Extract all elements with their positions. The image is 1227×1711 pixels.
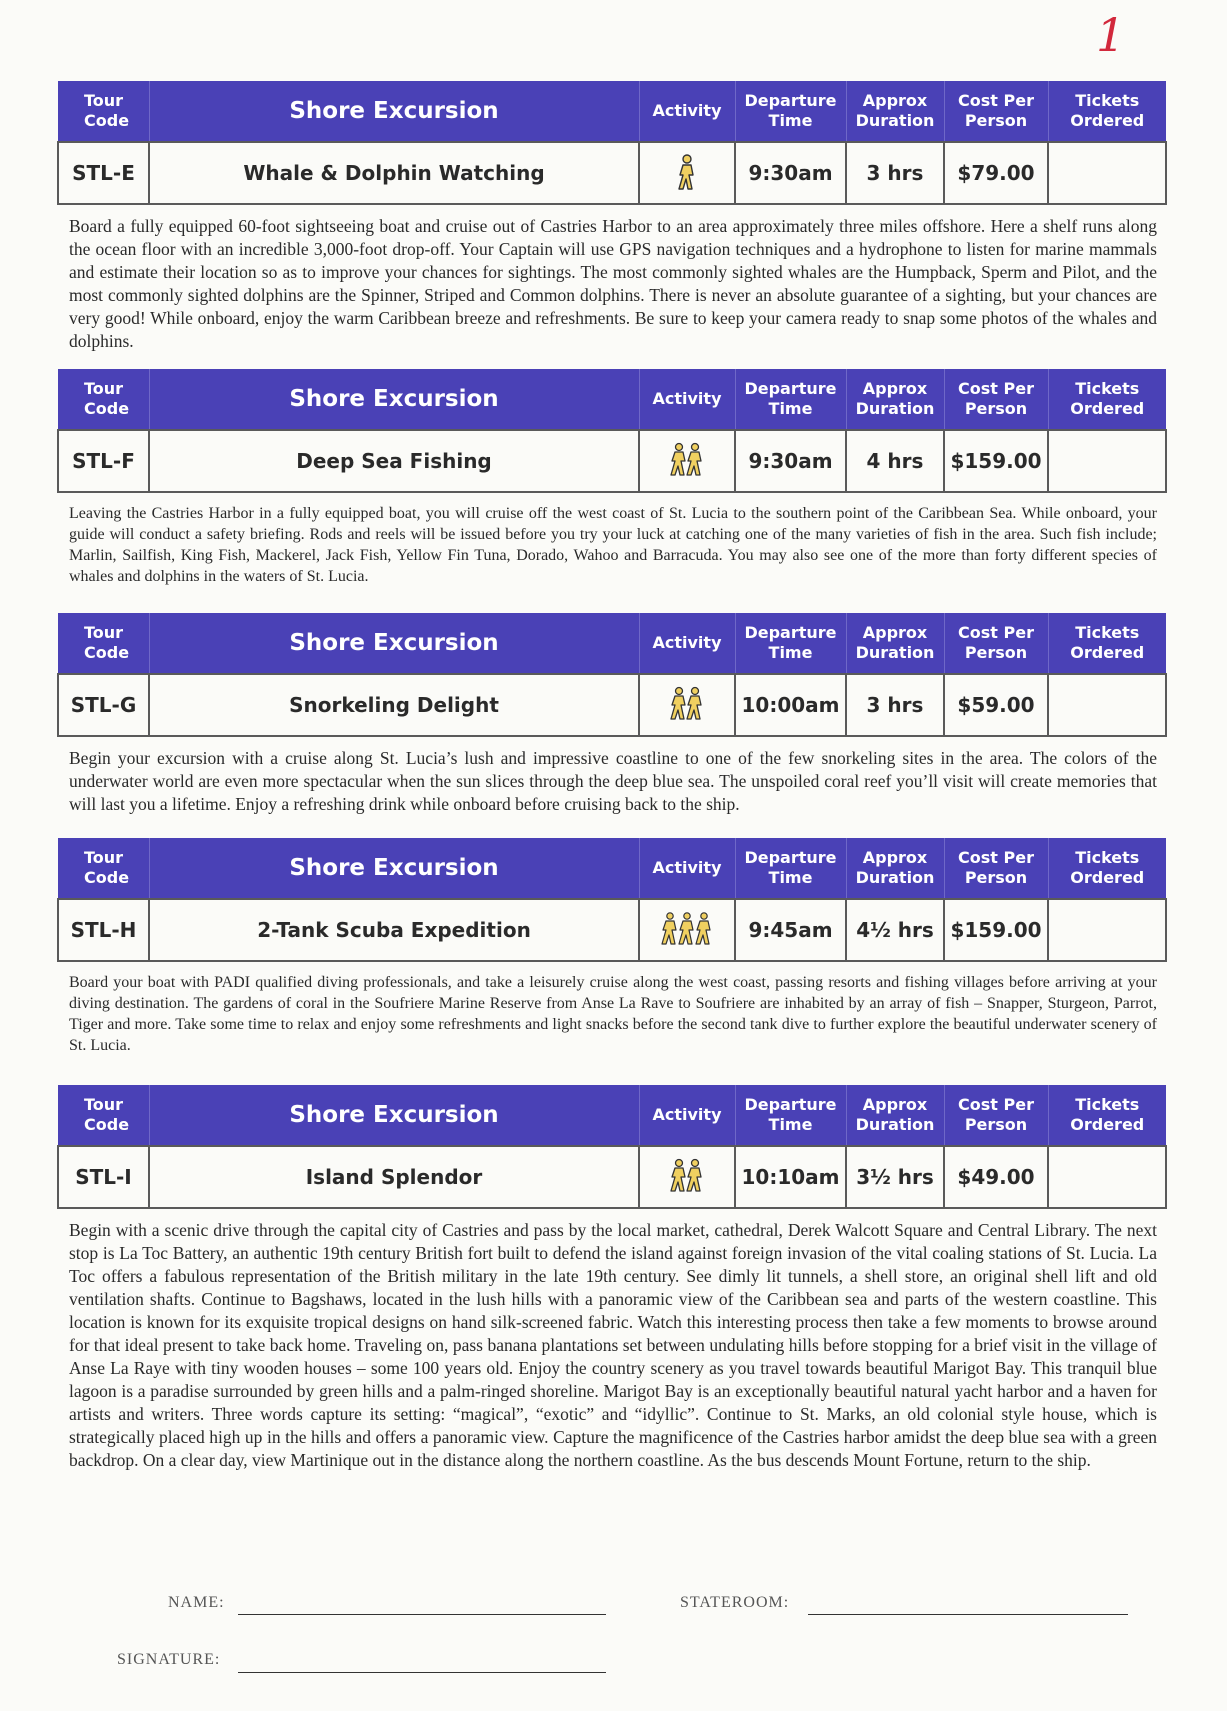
- activity-cell: [639, 899, 735, 961]
- tickets-ordered-field[interactable]: [1048, 142, 1166, 204]
- header-tour-code: Tour Code: [58, 369, 149, 430]
- name-label: NAME:: [168, 1594, 225, 1611]
- duration: 3½ hrs: [846, 1146, 944, 1208]
- departure-time: 10:10am: [735, 1146, 846, 1208]
- header-tickets-ordered: Tickets Ordered: [1048, 81, 1166, 142]
- header-cost-per-person: Cost Per Person: [944, 1085, 1048, 1146]
- excursion-data-row: [58, 899, 1166, 961]
- tickets-ordered-field[interactable]: [1048, 1146, 1166, 1208]
- activity-cell: [639, 674, 735, 736]
- cost: $159.00: [944, 899, 1048, 961]
- header-cost-per-person: Cost Per Person: [944, 81, 1048, 142]
- header-shore-excursion: Shore Excursion: [149, 369, 639, 430]
- cost: $79.00: [944, 142, 1048, 204]
- header-shore-excursion: Shore Excursion: [149, 1085, 639, 1146]
- excursion-table: [57, 613, 1167, 737]
- duration: 4½ hrs: [846, 899, 944, 961]
- excursion-name: Whale & Dolphin Watching: [149, 142, 639, 204]
- handwritten-page-number: 1: [1096, 8, 1126, 62]
- header-shore-excursion: Shore Excursion: [149, 613, 639, 674]
- excursion-header-row: [58, 369, 1166, 430]
- signature-field[interactable]: [238, 1672, 606, 1673]
- header-tour-code: Tour Code: [58, 838, 149, 899]
- header-shore-excursion: Shore Excursion: [149, 81, 639, 142]
- header-tour-code: Tour Code: [58, 613, 149, 674]
- header-approx-duration: Approx Duration: [846, 838, 944, 899]
- departure-time: 9:30am: [735, 142, 846, 204]
- excursion-table: [57, 838, 1167, 962]
- header-activity: Activity: [639, 1085, 735, 1146]
- header-departure-time: Departure Time: [735, 81, 846, 142]
- header-activity: Activity: [639, 838, 735, 899]
- tour-code: STL-H: [58, 899, 149, 961]
- header-departure-time: Departure Time: [735, 613, 846, 674]
- activity-cell: [639, 1146, 735, 1208]
- three-walkers-icon: [660, 910, 714, 950]
- excursion-description: Begin your excursion with a cruise along St. Lucia’s lush and impressive coastline to one of the few snorkeling sites in the area. The colors of the underwater world are even more spectacular when the sun slices through the deep blue sea. The unspoiled coral reef you’ll visit will create memories that will last you a lifetime. Enjoy a refreshing drink while onboard before cruising back to the ship.: [69, 748, 1157, 814]
- excursion-data-row: [58, 674, 1166, 736]
- stateroom-field[interactable]: [808, 1614, 1128, 1615]
- excursion-name: 2-Tank Scuba Expedition: [149, 899, 639, 961]
- header-departure-time: Departure Time: [735, 369, 846, 430]
- header-cost-per-person: Cost Per Person: [944, 613, 1048, 674]
- excursion-data-row: [58, 1146, 1166, 1208]
- header-tickets-ordered: Tickets Ordered: [1048, 1085, 1166, 1146]
- header-activity: Activity: [639, 369, 735, 430]
- name-field[interactable]: [238, 1614, 606, 1615]
- duration: 3 hrs: [846, 142, 944, 204]
- excursion-header-row: [58, 613, 1166, 674]
- excursion-block: [57, 613, 1165, 816]
- header-tickets-ordered: Tickets Ordered: [1048, 613, 1166, 674]
- signature-label: SIGNATURE:: [117, 1651, 221, 1668]
- header-departure-time: Departure Time: [735, 838, 846, 899]
- excursion-block: [57, 81, 1165, 353]
- excursion-description: Begin with a scenic drive through the capital city of Castries and pass by the local market, cathedral, Derek Walcott Square and Central Library. The next stop is La Toc Battery, an authentic 19th century British fort built to defend the island against foreign invasion of the vital coaling stations of St. Lucia. La Toc offers a fabulous representation of the British military in the late 19th century. See dimly lit tunnels, a shell store, an original shell lift and old ventilation shafts. Continue to Bagshaws, located in the lush hills with a panoramic view of the Caribbean sea and parts of the western coastline. This location is known for its exquisite tropical designs on hand silk-screened fabric. Watch this interesting process then take a few moments to browse around for that ideal present to take back home. Traveling on, pass banana plantations set between undulating hills before stopping for a brief visit in the village of Anse La Raye with tiny wooden houses – some 100 years old. Enjoy the country scenery as you travel towards beautiful Marigot Bay. This tranquil blue lagoon is a paradise surrounded by green hills and a palm-ringed shoreline. Marigot Bay is an exceptionally beautiful natural yacht harbor and a haven for artists and writers. Three words capture its setting: “magical”, “exotic” and “idyllic”. Continue to St. Marks, an old colonial style house, which is strategically placed high up in the hills and offers a panoramic view. Capture the magnificence of the Castries harbor amidst the deep blue sea with a green backdrop. On a clear day, view Martinique out in the distance along the northern coastline. As the bus descends Mount Fortune, return to the ship.: [69, 1220, 1157, 1470]
- two-walkers-icon: [667, 685, 707, 725]
- excursion-table: [57, 1085, 1167, 1209]
- excursion-name: Deep Sea Fishing: [149, 430, 639, 492]
- header-approx-duration: Approx Duration: [846, 1085, 944, 1146]
- header-tour-code: Tour Code: [58, 81, 149, 142]
- cost: $49.00: [944, 1146, 1048, 1208]
- tour-code: STL-I: [58, 1146, 149, 1208]
- departure-time: 10:00am: [735, 674, 846, 736]
- excursion-header-row: [58, 81, 1166, 142]
- duration: 3 hrs: [846, 674, 944, 736]
- two-walkers-icon: [667, 441, 707, 481]
- header-shore-excursion: Shore Excursion: [149, 838, 639, 899]
- excursion-description: Board your boat with PADI qualified diving professionals, and take a leisurely cruise along the west coast, passing resorts and fishing villages before arriving at your diving destination. The gardens of coral in the Soufriere Marine Reserve from Anse La Rave to Soufriere are inhabited by an array of fish – Snapper, Sturgeon, Parrot, Tiger and more. Take some time to relax and enjoy some refreshments and light snacks before the second tank dive to further explore the beautiful underwater scenery of St. Lucia.: [69, 974, 1157, 1054]
- excursion-data-row: [58, 142, 1166, 204]
- header-approx-duration: Approx Duration: [846, 613, 944, 674]
- excursion-table: [57, 81, 1167, 205]
- activity-cell: [639, 142, 735, 204]
- excursion-block: [57, 369, 1165, 587]
- stateroom-label: STATEROOM:: [680, 1594, 790, 1611]
- tour-code: STL-G: [58, 674, 149, 736]
- excursion-name: Island Splendor: [149, 1146, 639, 1208]
- excursion-name: Snorkeling Delight: [149, 674, 639, 736]
- two-walkers-icon: [667, 1157, 707, 1197]
- excursion-description: Board a fully equipped 60-foot sightseeing boat and cruise out of Castries Harbor to an area approximately three miles offshore. Here a shelf runs along the ocean floor with an incredible 3,000-foot drop-off. Your Captain will use GPS navigation techniques and a hydrophone to listen for marine mammals and estimate their location so as to improve your chances for sightings. The most commonly sighted whales are the Humpback, Sperm and Pilot, and the most commonly sighted dolphins are the Spinner, Striped and Common dolphins. There is never an absolute guarantee of a sighting, but your chances are very good! While onboard, enjoy the warm Caribbean breeze and refreshments. Be sure to keep your camera ready to snap some photos of the whales and dolphins.: [69, 216, 1157, 351]
- header-approx-duration: Approx Duration: [846, 81, 944, 142]
- header-tickets-ordered: Tickets Ordered: [1048, 369, 1166, 430]
- header-activity: Activity: [639, 613, 735, 674]
- excursion-block: [57, 838, 1165, 1056]
- excursion-block: [57, 1085, 1165, 1472]
- tour-code: STL-E: [58, 142, 149, 204]
- departure-time: 9:45am: [735, 899, 846, 961]
- header-cost-per-person: Cost Per Person: [944, 369, 1048, 430]
- excursion-table: [57, 369, 1167, 493]
- tickets-ordered-field[interactable]: [1048, 899, 1166, 961]
- single-walker-icon: [672, 153, 702, 193]
- header-approx-duration: Approx Duration: [846, 369, 944, 430]
- tour-code: STL-F: [58, 430, 149, 492]
- header-cost-per-person: Cost Per Person: [944, 838, 1048, 899]
- activity-cell: [639, 430, 735, 492]
- excursion-data-row: [58, 430, 1166, 492]
- tickets-ordered-field[interactable]: [1048, 674, 1166, 736]
- excursion-header-row: [58, 838, 1166, 899]
- cost: $59.00: [944, 674, 1048, 736]
- tickets-ordered-field[interactable]: [1048, 430, 1166, 492]
- header-activity: Activity: [639, 81, 735, 142]
- excursion-description: Leaving the Castries Harbor in a fully equipped boat, you will cruise off the west coast of St. Lucia to the southern point of the Caribbean Sea. While onboard, your guide will conduct a safety briefing. Rods and reels will be issued before you try your luck at catching one of the many varieties of fish in the area. Such fish include; Marlin, Sailfish, King Fish, Mackerel, Jack Fish, Yellow Fin Tuna, Dorado, Wahoo and Barracuda. You may also see one of the more than forty different species of whales and dolphins in the waters of St. Lucia.: [69, 505, 1157, 585]
- excursion-header-row: [58, 1085, 1166, 1146]
- header-tour-code: Tour Code: [58, 1085, 149, 1146]
- header-departure-time: Departure Time: [735, 1085, 846, 1146]
- departure-time: 9:30am: [735, 430, 846, 492]
- header-tickets-ordered: Tickets Ordered: [1048, 838, 1166, 899]
- duration: 4 hrs: [846, 430, 944, 492]
- cost: $159.00: [944, 430, 1048, 492]
